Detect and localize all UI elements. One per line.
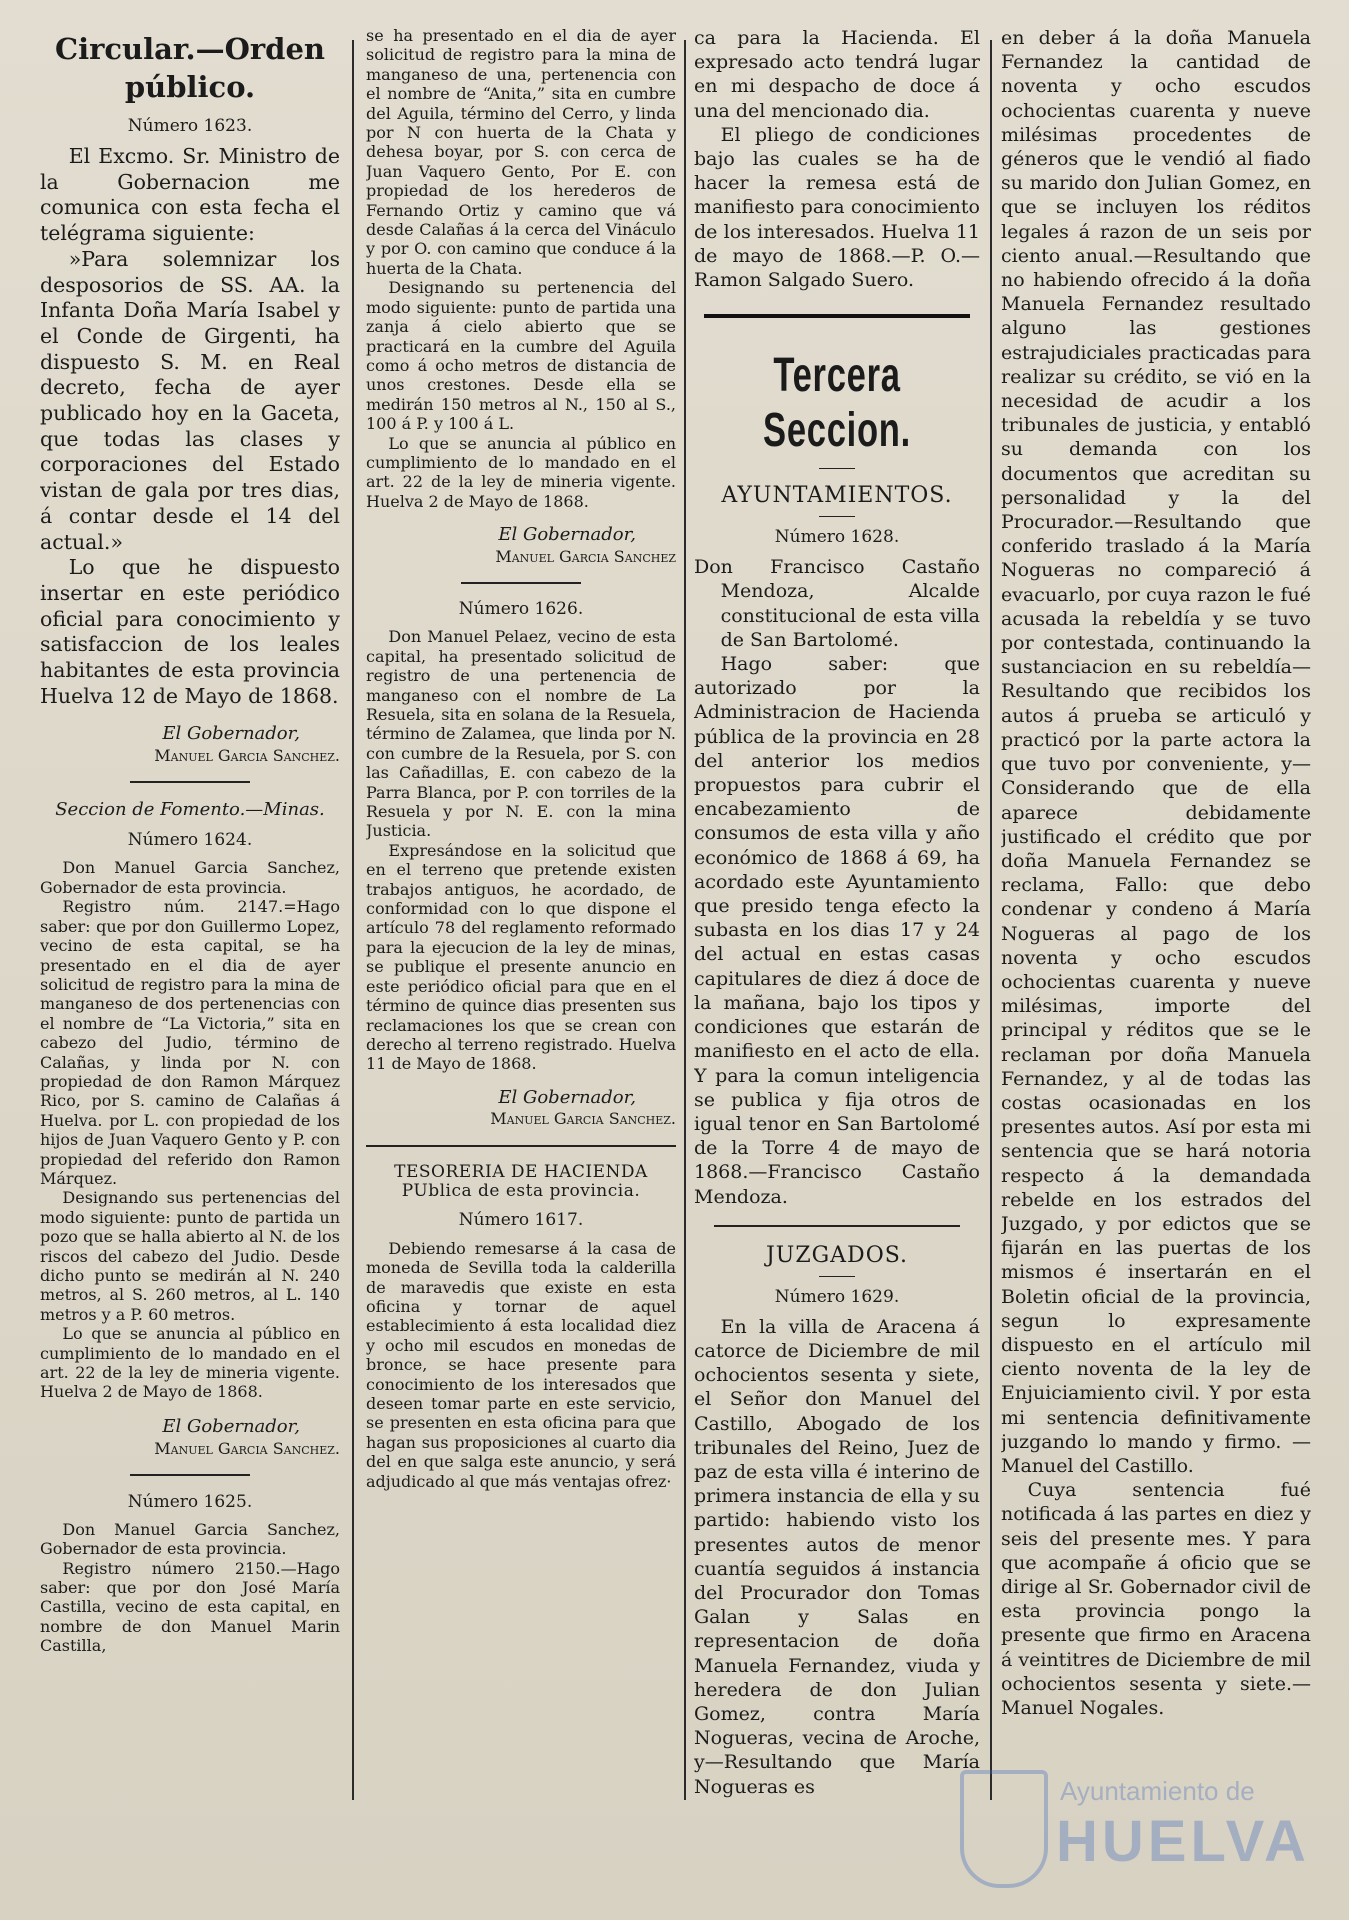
paragraph: Hago saber: que autorizado por la Administracion de Hacienda pública de la provincia en 28 del anterior los medios propuestos para cubrir el encabezamiento de consumos de esta villa y año económico de 1868 á 69, ha acordado este Ayuntamiento que presido tenga efecto la subasta en los dias 17 y 24 del actual en estas casas capitulares de diez á doce de la mañana, bajo los tipos y condiciones que estarán de manifiesto en el acto de ella. Y para la comun inteligencia se publica y fija otros de igual tenor en San Bartolomé de la Torre 4 de mayo de 1868.—Francisco Castaño Mendoza. [694,653,980,1208]
column-3 [694,26,980,1906]
paragraph: en deber á la doña Manuela Fernandez la cantidad de noventa y ocho escudos ochocientas cuarenta y nueve milésimas procedentes de géneros que le vendió al fiado su marido don Julian Gomez, en que se incluyen los réditos legales á razon de un seis por ciento anual.—Resultando que no habiendo ofrecido á la doña Manuela Fernandez resultado alguno las gestiones estrajudiciales practicadas para realizar su crédito, se vió en la necesidad de acudir a los tribunales de justicia, y entabló su demanda con los documentos que acreditan su personalidad y la del Procurador.—Resultando que conferido traslado á la María Nogueras no compareció á evacuarlo, por cuya razon le fué acusada la rebeldía y se tuvo por contestada, continuando la sustanciacion en su rebeldía—Resultando que recibidos los autos á prueba se articuló y practicó por la parte actora la que tuvo por conveniente, y—Considerando que de ella aparece debidamente justificado el crédito que por doña Manuela Fernandez se reclama, Fallo: que debo condenar y condeno á María Nogueras al pago de los noventa y ocho escudos ochocientas cuarenta y nueve milésimas, importe del principal y réditos que se le reclaman por doña Manuela Fernandez, y al de todas las costas ocasionadas en los presentes autos. Así por esta mi sentencia que se hará notoria respecto á la demandada rebelde en los estrados del Juzgado, y por edictos que se fijarán en las puertas de los mismos é insertarán en el Boletin oficial de la provincia, segun lo expresamente dispuesto en el artículo mil ciento noventa de la ley de Enjuiciamiento civil. Y por esta mi sentencia definitivamente juzgando lo mando y firmo. —Manuel del Castillo. [1001,27,1311,1477]
column-rule [990,40,992,1800]
signature-title: El Gobernador, [498,1086,636,1108]
paragraph: »Para solemnizar los desposorios de SS. AA. la Infanta Doña María Isabel y el Conde de Girgenti, ha dispuesto S. M. en Real decreto, fecha de ayer publicado hoy en la Gaceta, que todas las clases y corporaciones del Estado vistan de gala por tres dias, á contar desde el 14 del actual.» [40,246,340,554]
paragraph: Lo que he dispuesto insertar en este periódico oficial para conocimiento y satisfaccion de los leales habitantes de esta provincia Huelva 12 de Mayo de 1868. [40,555,340,708]
divider [819,516,855,517]
notice-number: Número 1623. [127,116,253,136]
signature-name: Manuel Garcia Sanchez [495,546,676,566]
paragraph: Registro número 2150.—Hago saber: que por don José María Castilla, vecino de esta capital, en nombre de don Manuel Marin Castilla, [40,1558,340,1656]
divider [461,582,581,584]
paragraph: Registro núm. 2147.=Hago saber: que por don Guillermo Lopez, vecino de esta capital, se ha presentado en el dia de ayer solicitud de registro para la mina de manganeso de dos pertenencias con el nombre de “La Victoria,” sita en cabezo del Judio, término de Calañas, y linda por N. con propiedad de don Ramon Márquez Rico, por S. camino de Calañas á Huelva. por L. con propiedad de los hijos de Juan Vaquero Gento y P. con propiedad del referido don Ramon Márquez. [40,897,340,1188]
paragraph: El Excmo. Sr. Ministro de la Gobernacion me comunica con esta fecha el telégrama siguiente: [40,144,340,246]
signature-title: El Gobernador, [498,524,636,546]
paragraph: Designando su pertenencia del modo siguiente: punto de partida una zanja á cielo abierto que se practicará en la cumbre del Aguila como á ocho metros de distancia de unos crestones. Desde ella se medirán 150 metros al N., 150 al S., 100 á P. y 100 á L. [366,278,676,434]
paragraph: Lo que se anuncia al público en cumplimiento de lo mandado en el art. 22 de la ley de mineria vigente. Huelva 2 de Mayo de 1868. [40,1324,340,1402]
paragraph: Cuya sentencia fué notificada á las partes en diez y seis del presente mes. Y para que acompañe á oficio que se dirige al Sr. Gobernador civil de esta provincia pongo la presente que firmo en Aracena á veintitres de Diciembre de mil ochocientos sesenta y siete.—Manuel Nogales. [1001,1479,1311,1720]
notice-number: Número 1626. [458,598,584,619]
divider [819,1276,855,1277]
tesoreria-heading: TESORERIA DE HACIENDA PUblica de esta provincia. [394,1161,648,1201]
paragraph: se ha presentado en el dia de ayer solicitud de registro para la mina de manganeso de una, pertenencia con el nombre de “Anita,” sita en cumbre del Aguila, término del Cerro, y linda por N con huerta de la Chata y dehesa boyar, por S. con cerca de Juan Vaquero Gento, Por E. con propiedad de los herederos de Fernando Ortiz y camino que vá desde Calañas á la cerca del Vináculo y por O. con camino que conduce á la huerta de la Chata. [366,26,676,278]
divider [819,468,855,469]
notice-number: Número 1625. [127,1491,253,1512]
paragraph: Designando sus pertenencias del modo siguiente: punto de partida un pozo que se halla abierto al N. de los riscos del cabezo del Judio. Desde dicho punto se medirán al N. 240 metros, al S. 260 metros, al L. 140 metros y a P. 60 metros. [40,1188,340,1324]
paragraph: Lo que se anuncia al público en cumplimiento de lo mandado en el art. 22 de la ley de mineria vigente. Huelva 2 de Mayo de 1868. [366,433,676,511]
section-heading: Tercera Seccion. [763,349,911,458]
signature-title: El Gobernador, [162,1415,300,1437]
divider [714,1225,960,1227]
paragraph: Don Manuel Pelaez, vecino de esta capital, ha presentado solicitud de registro de una pertenencia de manganeso con el nombre de La Resuela, sita en solana de la Resuela, término de Zalamea, que linda por N. con cumbre de la Resuela, por S. con las Cañadillas, E. con cabezo de la Parra Blanca, por P. con torriles de la Resuela y por N. E. con la mina Justicia. [366,627,676,841]
signature-name: Manuel Garcia Sanchez. [490,1109,676,1129]
watermark [960,1770,1320,1900]
notice-number: Número 1629. [774,1286,900,1307]
column-2 [366,26,676,1906]
paragraph: Don Manuel Garcia Sanchez, Gobernador de esta provincia. [40,1519,340,1559]
subsection-heading: JUZGADOS. [765,1242,909,1268]
paragraph: Don Francisco Castaño Mendoza, Alcalde constitucional de esta villa de San Bartolomé. [694,556,980,651]
section-label: Seccion de Fomento.—Minas. [55,799,325,821]
signature-title: El Gobernador, [162,723,300,745]
notice-number: Número 1628. [774,527,900,548]
paragraph: El pliego de condiciones bajo las cuales se ha de hacer la remesa está de manifiesto para conocimiento de los interesados. Huelva 11 de mayo de 1868.—P. O.—Ramon Salgado Suero. [694,123,980,292]
divider [704,314,970,318]
watermark-line: Ayuntamiento de [1060,1776,1255,1806]
paragraph: En la villa de Aracena á catorce de Diciembre de mil ochocientos sesenta y siete, el Señor don Manuel del Castillo, Abogado de los tribunales del Reino, Juez de paz de esta villa é interino de primera instancia de ella y su partido: habiendo visto los presentes autos de menor cuantía seguidos á instancia del Procurador don Tomas Galan y Salas en representacion de doña Manuela Fernandez, viuda y heredera de don Julian Gomez, contra María Nogueras, vecina de Aroche, y—Resultando que María Nogueras es [694,1315,980,1798]
divider [130,781,250,783]
paragraph: Expresándose en la solicitud que en el terreno que pretende existen trabajos antiguos, he acordado, de conformidad con lo que dispone el artículo 78 del reglamento reformado para la ejecucion de la ley de minas, se publique el presente anuncio en este periódico oficial para que en el término de quince dias presenten sus reclamaciones los que se crean con derecho al terreno registrado. Huelva 11 de Mayo de 1868. [366,840,676,1074]
divider [366,1145,676,1147]
column-rule [684,40,686,1800]
circular-heading: Circular.—Orden público. [55,32,325,104]
signature-name: Manuel Garcia Sanchez. [154,1438,340,1458]
paragraph: ca para la Hacienda. El expresado acto tendrá lugar en mi despacho de doce á una del mencionado dia. [694,27,980,122]
paragraph: Don Manuel Garcia Sanchez, Gobernador de esta provincia. [40,858,340,897]
paragraph: Debiendo remesarse á la casa de moneda de Sevilla toda la calderilla de maravedis que existe en esta oficina y tornar de aquel establecimiento á esta localidad diez y ocho mil escudos en monedas de bronce, se hace presente para conocimiento de los interesados que deseen tomar parte en este servicio, se presenten en esta oficina para que hagan sus proposiciones al cuarto dia del en que salga este anuncio, y será adjudicado al que más ventajas ofrez· [366,1238,676,1491]
column-4 [1001,26,1311,1906]
column-rule [352,40,354,1800]
watermark-line: HUELVA [1056,1809,1310,1874]
shield-icon [960,1770,1048,1888]
notice-number: Número 1617. [458,1210,584,1231]
signature-name: Manuel Garcia Sanchez. [154,746,340,766]
notice-number: Número 1624. [127,830,253,851]
divider [130,1474,250,1476]
subsection-heading: AYUNTAMIENTOS. [721,483,953,509]
column-1 [40,26,340,1906]
